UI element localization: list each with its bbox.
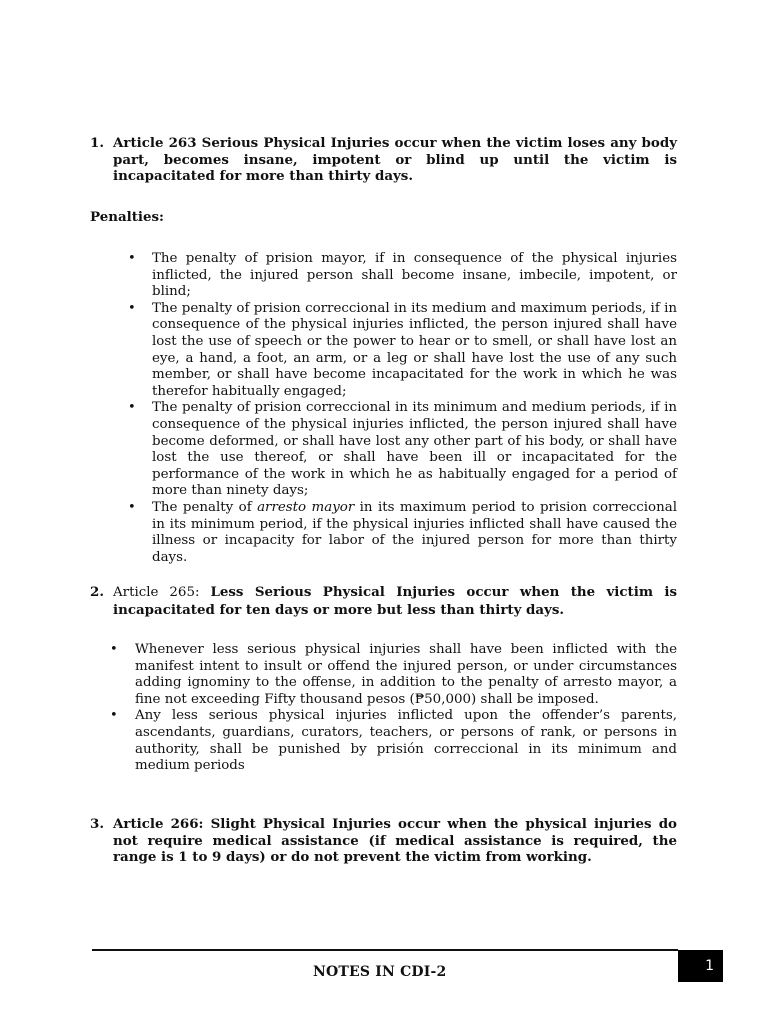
- list-item: [110, 642, 677, 708]
- penalties-heading: Penalties:: [90, 209, 165, 225]
- section-2-bold: Less Serious Physical Injuries occur when the victim is incapacitated for ten days or more but less than thirty days.: [113, 584, 677, 618]
- section-2-lead: Article 265:: [113, 585, 211, 600]
- section-3: [90, 816, 677, 866]
- item-text: Any less serious physical injuries inflicted upon the offender’s parents, ascendants, guardians, curators, teachers, or persons of rank, or persons in authority, shall be punished by prisión correccional in its minimum and medium periods: [135, 708, 677, 774]
- section-2: [90, 584, 677, 619]
- list-item: [128, 300, 677, 401]
- list-item: [128, 251, 677, 301]
- section-2-number: 2.: [90, 584, 104, 600]
- footer-divider: [92, 949, 678, 951]
- bullet-icon: •: [128, 499, 136, 515]
- section-1-text: Article 263 Serious Physical Injuries occur when the victim loses any body part, becomes insane, impotent or blind up until the victim is incapacitated for more than thirty days.: [113, 135, 677, 185]
- penalty-text: The penalty of prision mayor, if in consequence of the physical injuries inflicted, the injured person shall become insane, imbecile, impotent, or blind;: [152, 251, 677, 300]
- penalty-text-rest: in its maximum period to prision correccional in its minimum period, if the physical injuries inflicted shall have caused the illness or incapacity for labor of the injured person for more than thirty days.: [152, 499, 677, 565]
- bullet-icon: •: [110, 708, 118, 724]
- penalty-text-italic: arresto mayor: [257, 499, 355, 515]
- footer-title: NOTES IN CDI-2: [313, 964, 447, 980]
- list-item: [128, 499, 677, 566]
- item-text: Whenever less serious physical injuries shall have been inflicted with the manifest intent to insult or offend the injured person, or under circumstances adding ignominy to the offense, in addition to the penalty of arresto mayor, a fine not exceeding Fifty thousand pesos (₱50,000) shall be imposed.: [135, 642, 677, 707]
- penalty-text: The penalty of prision correccional in its medium and maximum periods, if in consequence of the physical injuries inflicted, the person injured shall have lost the use of speech or the power to hear or to smell, or shall have lost an eye, a hand, a foot, an arm, or a leg or shall have lost the use of any such member, or shall have become incapacitated for the work in which he was therefor habitually engaged;: [152, 300, 677, 399]
- section-1: [90, 135, 677, 185]
- bullet-icon: •: [128, 300, 136, 316]
- section-2-list: [110, 642, 677, 775]
- section-3-text: Article 266: Slight Physical Injuries occur when the physical injuries do not require medical assistance (if medical assistance is required, the range is 1 to 9 days) or do not prevent the victim from working.: [113, 816, 677, 866]
- page-number: 1: [678, 950, 723, 982]
- penalties-list: [128, 251, 677, 566]
- penalty-text: The penalty of prision correccional in its minimum and medium periods, if in consequence of the physical injuries inflicted, the person injured shall have become deformed, or shall have lost any other part of his body, or shall have lost the use thereof, or shall have been ill or incapacitated for the performance of the work in which he as habitually engaged for a period of more than ninety days;: [152, 400, 677, 499]
- section-3-number: 3.: [90, 816, 104, 832]
- list-item: [128, 400, 677, 500]
- bullet-icon: •: [110, 642, 118, 657]
- penalty-text-lead: The penalty of: [152, 499, 258, 515]
- section-1-number: 1.: [90, 135, 104, 151]
- list-item: [110, 708, 677, 774]
- section-2-text: [113, 584, 677, 619]
- bullet-icon: •: [128, 251, 136, 266]
- bullet-icon: •: [128, 400, 136, 416]
